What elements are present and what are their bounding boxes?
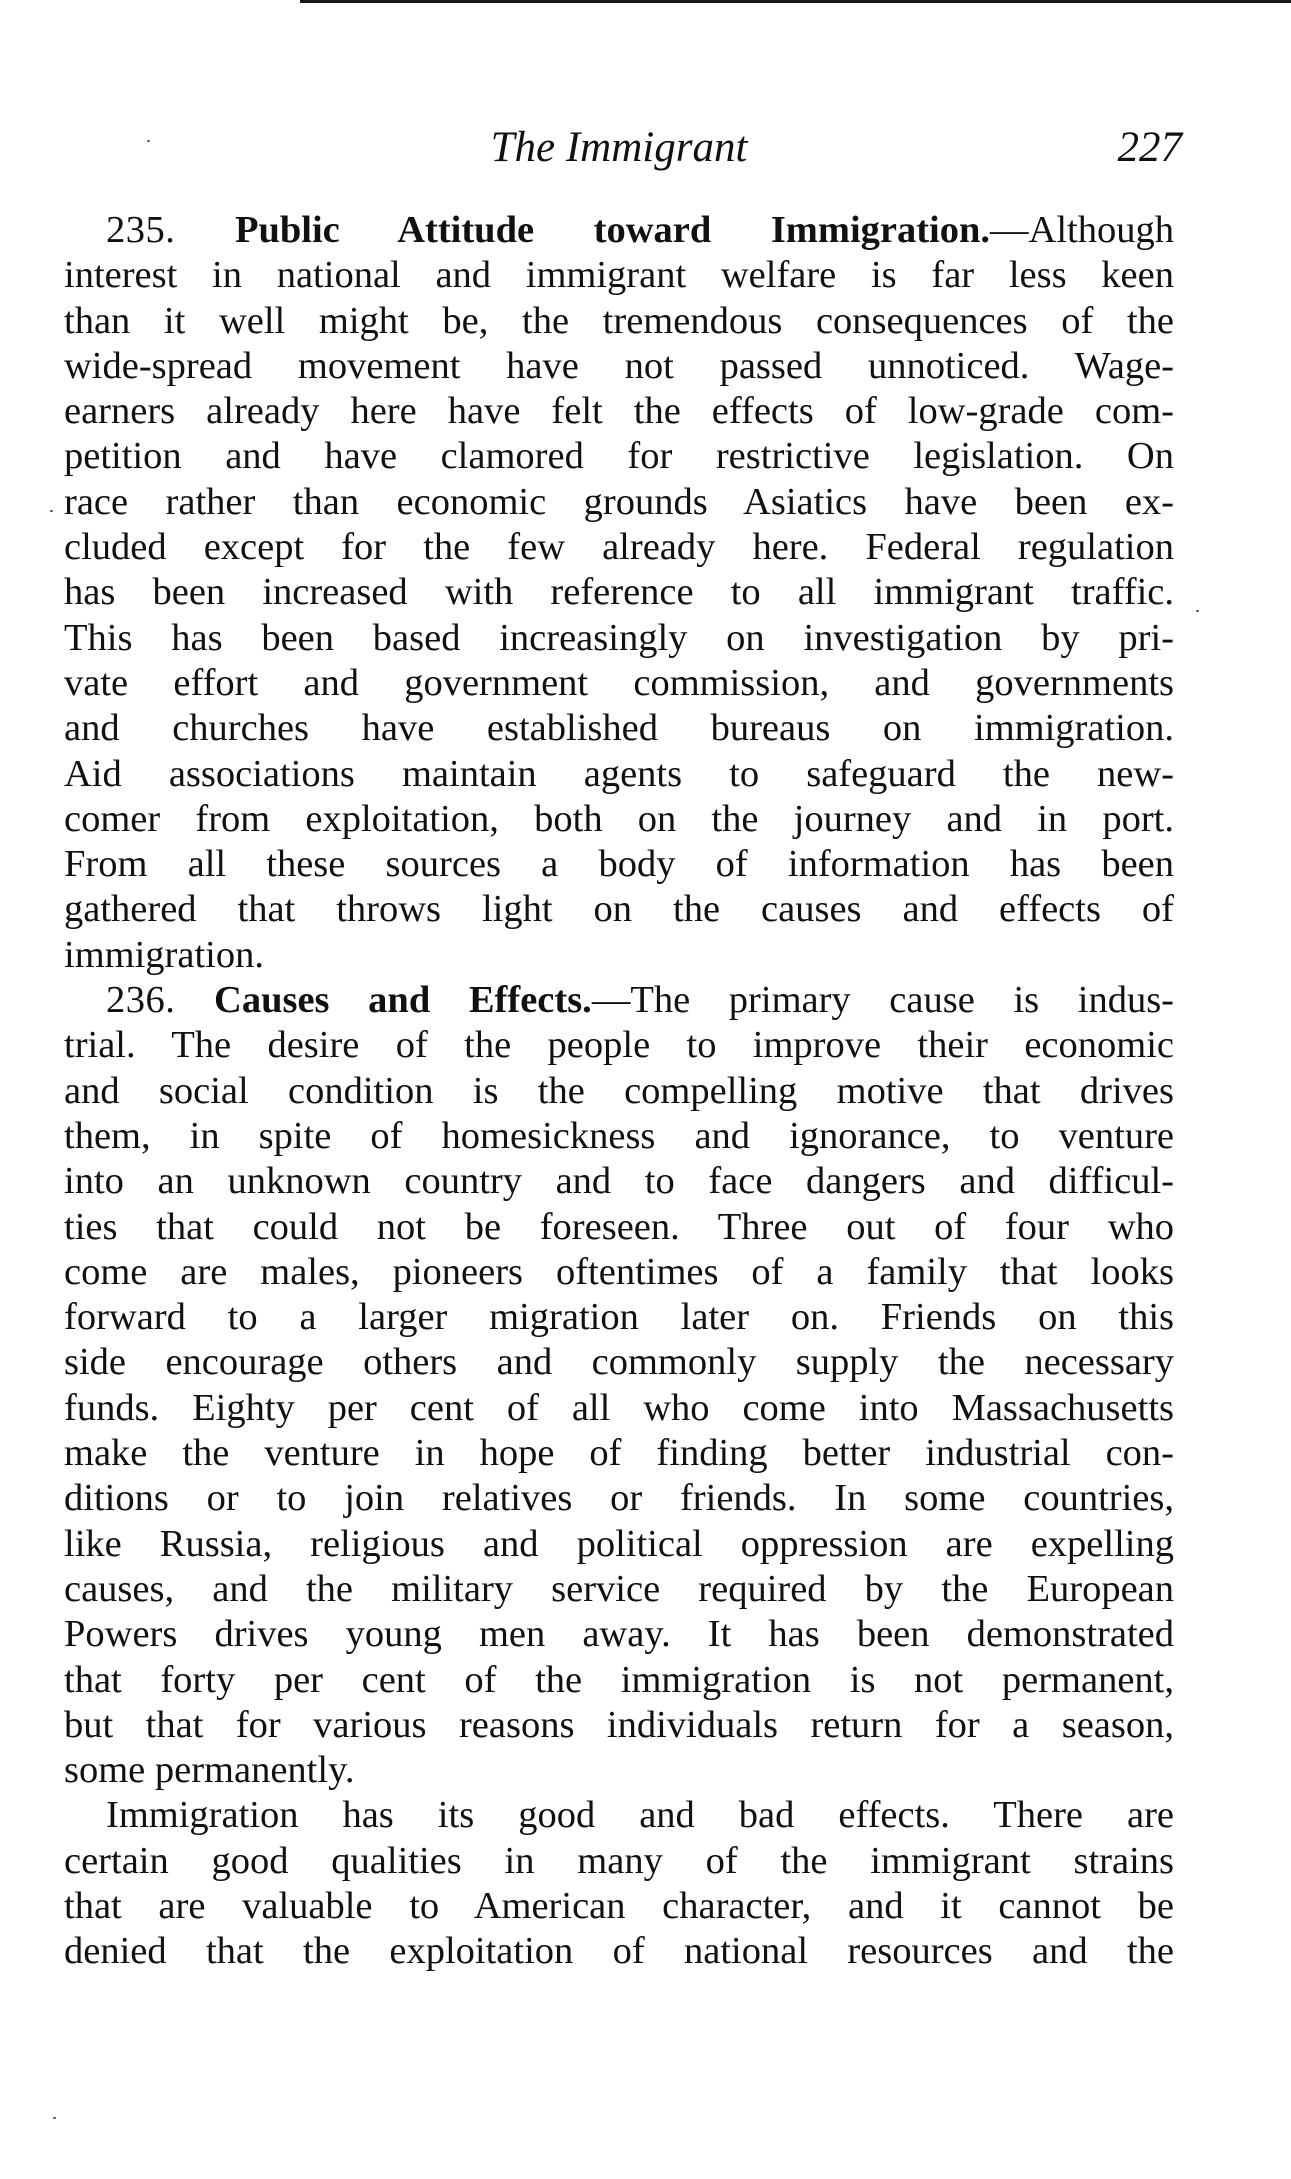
text-line: gathered that throws light on the causes and effects of	[64, 888, 1174, 931]
text-line: make the venture in hope of finding better industrial con-	[64, 1432, 1174, 1475]
text-line: From all these sources a body of information has been	[64, 843, 1174, 886]
scan-speck	[50, 510, 53, 512]
scan-speck	[1196, 610, 1199, 612]
text-line: race rather than economic grounds Asiatics have been ex-	[64, 480, 1174, 523]
text-line: ditions or to join relatives or friends. In some countries,	[64, 1477, 1174, 1520]
text-line: ties that could not be foreseen. Three out of four who	[64, 1205, 1174, 1248]
section-236	[64, 978, 1174, 1793]
text-line: and social condition is the compelling motive that drives	[64, 1069, 1174, 1112]
text-line: side encourage others and commonly supply the necessary	[64, 1341, 1174, 1384]
text-line: causes, and the military service required by the European	[64, 1567, 1174, 1610]
body-text	[64, 208, 1174, 1975]
text-line: certain good qualities in many of the immigrant strains	[64, 1839, 1174, 1882]
text-line: but that for various reasons individuals return for a season,	[64, 1703, 1174, 1746]
text-line: —Although	[990, 209, 1174, 251]
text-line: petition and have clamored for restrictive legislation. On	[64, 435, 1174, 478]
top-rule	[300, 0, 1291, 3]
text-line: denied that the exploitation of national resources and the	[64, 1930, 1174, 1973]
text-line: has been increased with reference to all immigrant traffic.	[64, 571, 1174, 614]
text-line: interest in national and immigrant welfare is far less keen	[64, 254, 1174, 297]
section-heading: Public Attitude toward Immigration.	[234, 209, 991, 251]
text-line: —The primary cause is indus-	[591, 979, 1174, 1022]
text-line: than it well might be, the tremendous consequences of the	[64, 299, 1174, 342]
text-line: immigration.	[64, 933, 264, 976]
text-line: trial. The desire of the people to improve their economic	[64, 1024, 1174, 1067]
section-236-first-line	[64, 978, 1174, 1023]
text-line: earners already here have felt the effects of low-grade com-	[64, 390, 1174, 433]
page-number: 227	[1117, 124, 1182, 171]
text-line: funds. Eighty per cent of all who come into Massachusetts	[64, 1386, 1174, 1429]
section-heading: Causes and Effects.	[214, 979, 592, 1022]
text-line: some permanently.	[64, 1749, 355, 1792]
section-235-first-line	[64, 208, 1174, 253]
closing-paragraph	[64, 1793, 1174, 1974]
text-line: that forty per cent of the immigration is not permanent,	[64, 1658, 1174, 1701]
text-line: like Russia, religious and political oppression are expelling	[64, 1522, 1174, 1565]
section-number: 236.	[106, 979, 176, 1022]
section-number: 235.	[106, 209, 176, 251]
text-line: Powers drives young men away. It has been demonstrated	[64, 1613, 1174, 1656]
section-235	[64, 208, 1174, 978]
scan-speck	[147, 140, 150, 142]
text-line: them, in spite of homesickness and ignorance, to venture	[64, 1114, 1174, 1157]
text-line: This has been based increasingly on investigation by pri-	[64, 616, 1174, 659]
text-line: wide-spread movement have not passed unnoticed. Wage-	[64, 344, 1174, 387]
text-line: come are males, pioneers oftentimes of a family that looks	[64, 1250, 1174, 1293]
text-line: Aid associations maintain agents to safeguard the new-	[64, 752, 1174, 795]
text-line: vate effort and government commission, and governments	[64, 661, 1174, 704]
text-line: comer from exploitation, both on the journey and in port.	[64, 797, 1174, 840]
text-line: forward to a larger migration later on. Friends on this	[64, 1296, 1174, 1339]
text-line: Immigration has its good and bad effects. There are	[106, 1794, 1174, 1837]
text-line: that are valuable to American character, and it cannot be	[64, 1884, 1174, 1927]
text-line: into an unknown country and to face dangers and difficul-	[64, 1160, 1174, 1203]
text-line: and churches have established bureaus on immigration.	[64, 707, 1174, 750]
text-line: cluded except for the few already here. Federal regulation	[64, 526, 1174, 569]
scan-speck	[53, 2117, 56, 2119]
running-title: The Immigrant	[490, 124, 748, 171]
running-head	[64, 118, 1182, 178]
